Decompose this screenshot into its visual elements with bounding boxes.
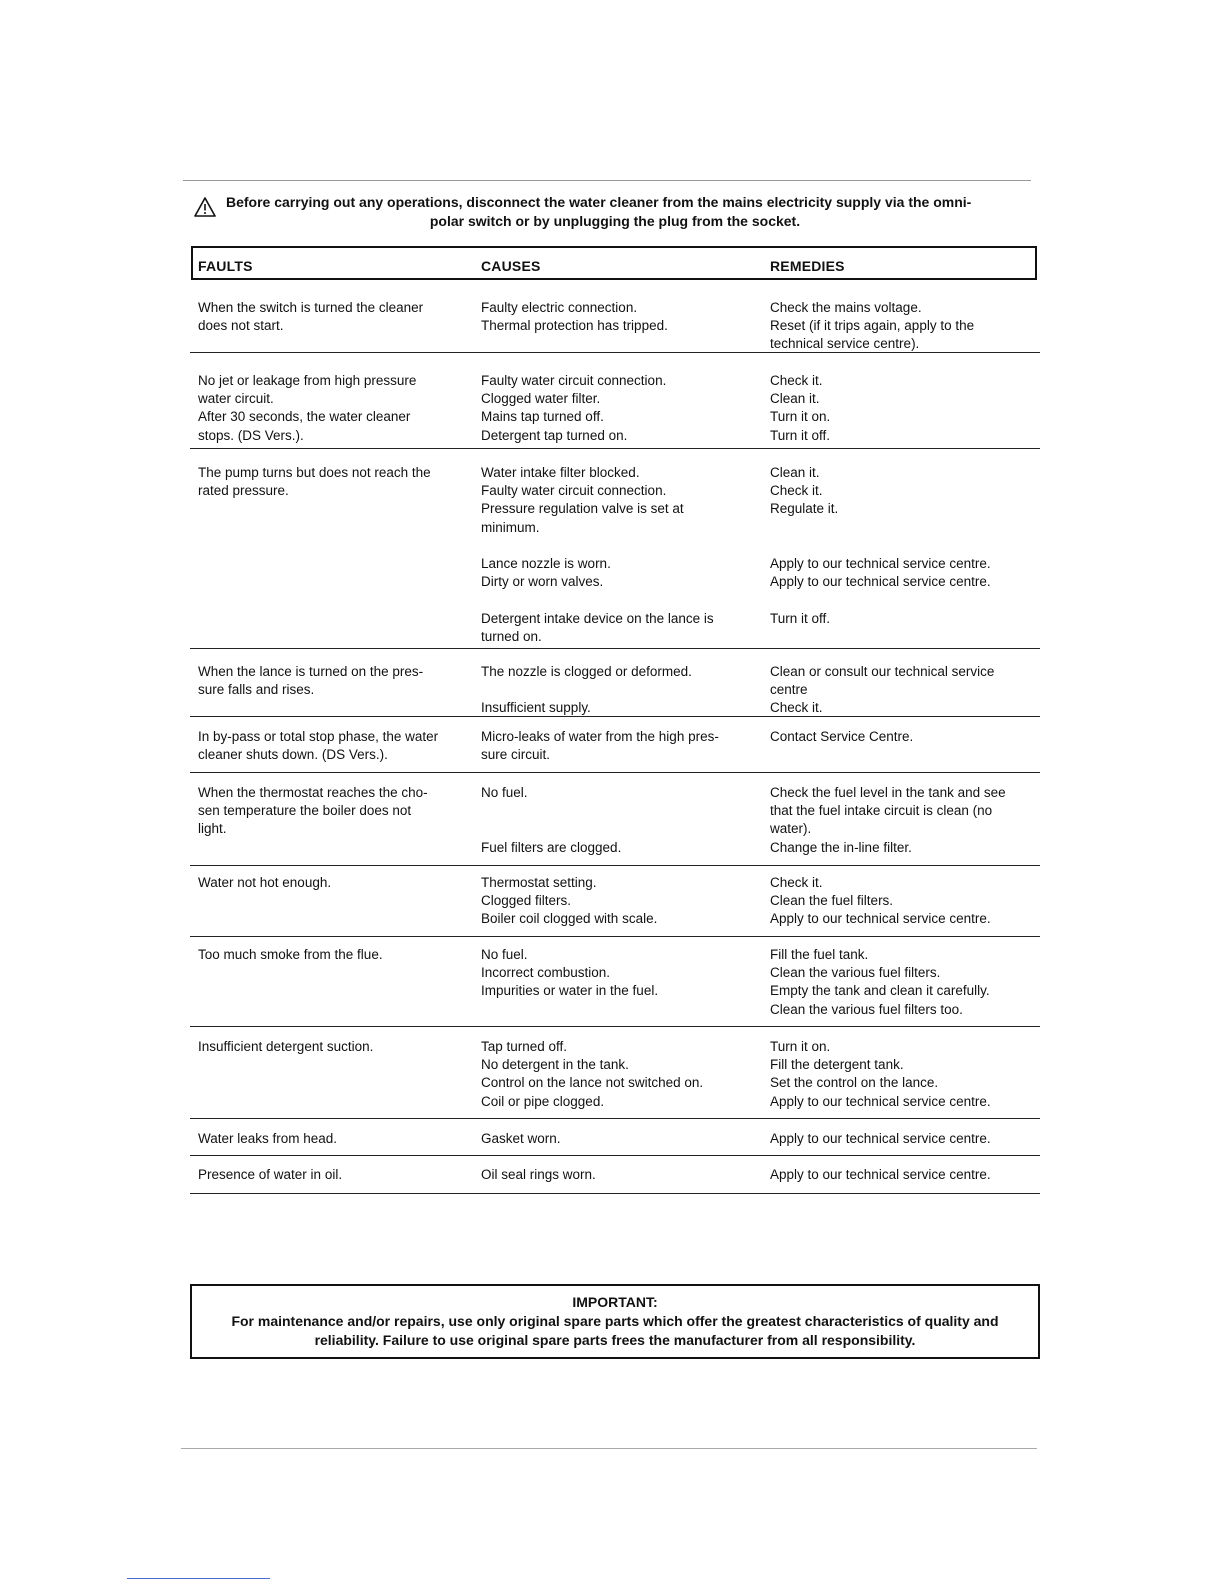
causes-line: Faulty water circuit connection. [481, 373, 667, 388]
fault-line: light. [198, 821, 227, 837]
remedies-line: Clean it. [770, 391, 820, 407]
footer-link-underline [127, 1578, 270, 1579]
causes-line: Pressure regulation valve is set at [481, 501, 684, 517]
causes-line: No fuel. [481, 947, 528, 962]
fault-cell [198, 663, 460, 699]
fault-line: sure falls and rises. [198, 682, 315, 698]
remedies-line: centre [770, 682, 808, 698]
causes-line: Insufficient supply. [481, 700, 591, 716]
remedies-line: that the fuel intake circuit is clean (no [770, 803, 993, 819]
causes-line [481, 802, 756, 820]
fault-cell [198, 464, 460, 500]
remedies-cell [770, 372, 1040, 445]
remedies-line: Check it. [770, 875, 823, 890]
fault-line: water circuit. [198, 391, 274, 407]
causes-line: Tap turned off. [481, 1039, 568, 1054]
remedies-cell [770, 1038, 1040, 1111]
remedies-line: Check it. [770, 373, 823, 388]
fault-line: cleaner shuts down. (DS Vers.). [198, 747, 388, 763]
table-row [190, 280, 1040, 353]
remedies-cell [770, 874, 1040, 929]
remedies-line: Turn it on. [770, 1039, 831, 1054]
fault-line: No jet or leakage from high pressure [198, 373, 417, 388]
remedies-line: Apply to our technical service centre. [770, 1131, 991, 1146]
causes-line: No fuel. [481, 785, 528, 800]
remedies-cell [770, 946, 1040, 1019]
causes-line: Gasket worn. [481, 1131, 561, 1146]
causes-line: Boiler coil clogged with scale. [481, 911, 658, 927]
remedies-cell [770, 784, 1040, 857]
fault-line: The pump turns but does not reach the [198, 465, 431, 480]
fault-cell [198, 946, 460, 964]
remedies-line: Fill the detergent tank. [770, 1057, 904, 1073]
causes-line: Coil or pipe clogged. [481, 1093, 605, 1109]
causes-cell [481, 874, 756, 929]
table-row [190, 649, 1040, 717]
remedies-cell [770, 663, 1040, 718]
causes-cell [481, 728, 756, 764]
causes-line: Thermostat setting. [481, 875, 597, 890]
remedies-cell [770, 464, 1040, 628]
causes-line: Faulty electric connection. [481, 300, 638, 315]
remedies-line: Clean the various fuel filters too. [770, 1001, 963, 1017]
warning-text-line-2: polar switch or by unplugging the plug from the socket. [429, 213, 801, 229]
remedies-line: Check the fuel level in the tank and see [770, 785, 1006, 800]
fault-line: Water leaks from head. [198, 1131, 338, 1146]
fault-cell [198, 1038, 460, 1056]
fault-line: When the lance is turned on the pres- [198, 664, 424, 679]
causes-line: Detergent tap turned on. [481, 427, 628, 443]
table-row [190, 1119, 1040, 1156]
fault-line: does not start. [198, 318, 284, 334]
causes-cell [481, 663, 756, 718]
remedies-line: Turn it off. [770, 610, 831, 626]
fault-line: Presence of water in oil. [198, 1167, 343, 1182]
table-row [190, 773, 1040, 866]
causes-line [481, 537, 756, 555]
remedies-cell [770, 728, 1040, 746]
causes-line: No detergent in the tank. [481, 1057, 629, 1073]
remedies-line: Check it. [770, 700, 823, 716]
causes-line: Oil seal rings worn. [481, 1167, 596, 1182]
remedies-line: Apply to our technical service centre. [770, 1093, 991, 1109]
table-row [190, 353, 1040, 449]
fault-cell [198, 372, 460, 445]
table-row [190, 937, 1040, 1027]
remedies-cell [770, 1130, 1040, 1148]
causes-line: Control on the lance not switched on. [481, 1075, 704, 1091]
table-header [191, 246, 1037, 280]
table-row [190, 1027, 1040, 1119]
remedies-line: Empty the tank and clean it carefully. [770, 983, 990, 999]
remedies-line: Clean the various fuel filters. [770, 965, 941, 981]
causes-line: Clogged water filter. [481, 391, 601, 407]
causes-line: turned on. [481, 628, 542, 644]
causes-line [481, 681, 756, 699]
header-remedies: REMEDIES [770, 258, 845, 274]
remedies-line: Clean the fuel filters. [770, 893, 894, 909]
remedies-line: Set the control on the lance. [770, 1075, 939, 1091]
remedies-line [770, 519, 1040, 537]
causes-cell [481, 784, 756, 857]
causes-cell [481, 1038, 756, 1111]
causes-line: Dirty or worn valves. [481, 574, 604, 590]
remedies-line: technical service centre). [770, 336, 920, 352]
remedies-line: water). [770, 821, 812, 837]
remedies-line: Apply to our technical service centre. [770, 911, 991, 927]
remedies-cell [770, 299, 1040, 354]
remedies-line: Clean it. [770, 465, 820, 480]
causes-line: The nozzle is clogged or deformed. [481, 664, 692, 679]
causes-cell [481, 1130, 756, 1148]
fault-cell [198, 874, 460, 892]
fault-line: After 30 seconds, the water cleaner [198, 409, 411, 425]
fault-line: In by-pass or total stop phase, the water [198, 729, 439, 744]
causes-line: Thermal protection has tripped. [481, 318, 668, 334]
remedies-line: Apply to our technical service centre. [770, 574, 991, 590]
causes-cell [481, 372, 756, 445]
remedies-line: Turn it on. [770, 409, 831, 425]
fault-line: When the switch is turned the cleaner [198, 300, 424, 315]
header-causes: CAUSES [481, 258, 541, 274]
causes-cell [481, 299, 756, 335]
remedies-line: Apply to our technical service centre. [770, 1167, 991, 1182]
table-row [190, 1156, 1040, 1194]
causes-cell [481, 1166, 756, 1184]
causes-line: Water intake filter blocked. [481, 465, 640, 480]
fault-line: sen temperature the boiler does not [198, 803, 412, 819]
causes-line: Clogged filters. [481, 893, 572, 909]
fault-cell [198, 299, 460, 335]
causes-line: Faulty water circuit connection. [481, 483, 667, 499]
remedies-line: Contact Service Centre. [770, 729, 914, 744]
troubleshooting-table [190, 280, 1040, 1194]
causes-line: Fuel filters are clogged. [481, 839, 622, 855]
remedies-line: Turn it off. [770, 427, 831, 443]
bottom-rule [181, 1448, 1037, 1449]
remedies-line: Reset (if it trips again, apply to the [770, 318, 975, 334]
fault-cell [198, 1166, 460, 1184]
causes-line [481, 591, 756, 609]
causes-line: Incorrect combustion. [481, 965, 611, 981]
fault-line: Too much smoke from the flue. [198, 947, 383, 962]
fault-line: stops. (DS Vers.). [198, 427, 304, 443]
important-text-line-2: reliability. Failure to use original spare parts frees the manufacturer from all responsibility. [314, 1332, 916, 1348]
remedies-line [770, 591, 1040, 609]
causes-line [481, 820, 756, 838]
fault-line: Insufficient detergent suction. [198, 1039, 374, 1054]
table-row [190, 717, 1040, 773]
remedies-line: Fill the fuel tank. [770, 947, 869, 962]
header-faults: FAULTS [198, 258, 253, 274]
top-rule [183, 180, 1031, 181]
causes-cell [481, 946, 756, 1001]
important-text-line-1: For maintenance and/or repairs, use only original spare parts which offer the greatest characteristics of quality and [231, 1313, 999, 1329]
remedies-line [770, 537, 1040, 555]
remedies-line: Change the in-line filter. [770, 839, 912, 855]
fault-cell [198, 728, 460, 764]
remedies-cell [770, 1166, 1040, 1184]
causes-line: Impurities or water in the fuel. [481, 983, 659, 999]
causes-line: minimum. [481, 519, 540, 535]
warning-text-line-1: Before carrying out any operations, disconnect the water cleaner from the mains electricity supply via the omni- [226, 194, 972, 210]
table-row [190, 866, 1040, 937]
important-title: IMPORTANT: [572, 1294, 658, 1310]
causes-line: sure circuit. [481, 747, 551, 763]
causes-line: Mains tap turned off. [481, 409, 604, 425]
remedies-line: Apply to our technical service centre. [770, 555, 991, 571]
remedies-line: Check it. [770, 483, 823, 499]
remedies-line: Check the mains voltage. [770, 300, 922, 315]
causes-line: Lance nozzle is worn. [481, 556, 611, 571]
remedies-line: Regulate it. [770, 501, 839, 517]
causes-cell [481, 464, 756, 646]
causes-line: Detergent intake device on the lance is [481, 610, 714, 626]
table-row [190, 449, 1040, 649]
fault-cell [198, 784, 460, 839]
fault-cell [198, 1130, 460, 1148]
fault-line: When the thermostat reaches the cho- [198, 785, 428, 800]
fault-line: Water not hot enough. [198, 875, 332, 890]
causes-line: Micro-leaks of water from the high pres- [481, 729, 719, 744]
important-notice [190, 1284, 1040, 1359]
fault-line: rated pressure. [198, 483, 289, 499]
remedies-line: Clean or consult our technical service [770, 664, 995, 679]
